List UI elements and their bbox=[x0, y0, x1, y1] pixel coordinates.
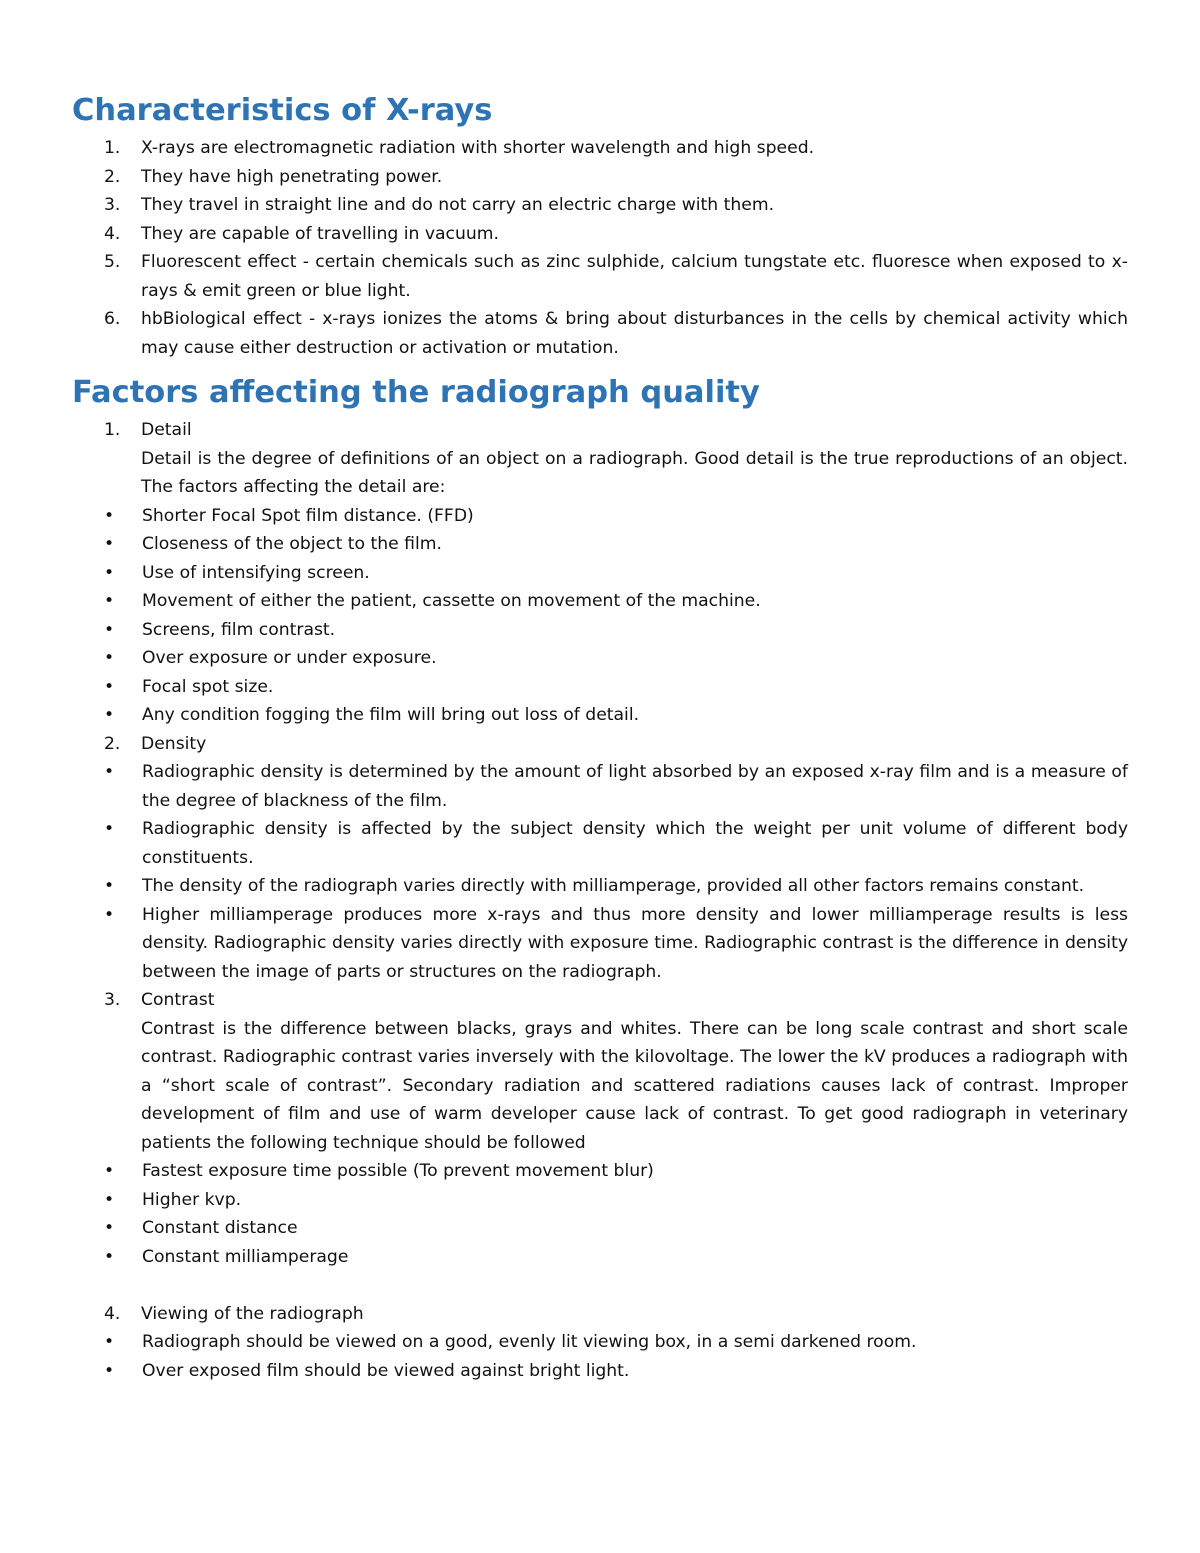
blank-line bbox=[72, 1271, 1128, 1300]
list-text: They are capable of travelling in vacuum. bbox=[141, 223, 499, 244]
list-item bbox=[72, 191, 1128, 220]
factor-heading: Viewing of the radiograph bbox=[141, 1303, 364, 1324]
factor-detail bbox=[72, 416, 1128, 502]
bullet-item bbox=[72, 673, 1128, 702]
list-number: 1. bbox=[104, 138, 121, 158]
bullet-item bbox=[72, 502, 1128, 531]
bullet-item bbox=[72, 1328, 1128, 1357]
bullet-icon: • bbox=[104, 1189, 115, 1210]
bullet-item bbox=[72, 1157, 1128, 1186]
list-number: 6. bbox=[104, 309, 121, 329]
bullet-icon: • bbox=[104, 591, 115, 611]
bullet-text: Focal spot size. bbox=[142, 676, 274, 697]
bullet-icon: • bbox=[104, 705, 115, 725]
bullet-item bbox=[72, 758, 1128, 815]
bullet-text: Over exposed film should be viewed against bright light. bbox=[142, 1360, 630, 1381]
list-number: 2. bbox=[104, 166, 121, 187]
contrast-bullets bbox=[72, 1157, 1128, 1271]
bullet-item bbox=[72, 559, 1128, 588]
list-number: 2. bbox=[104, 733, 121, 754]
bullet-text: The density of the radiograph varies directly with milliamperage, provided all other factors remains constant. bbox=[142, 876, 1085, 896]
list-text: X-rays are electromagnetic radiation with shorter wavelength and high speed. bbox=[141, 138, 815, 158]
viewing-bullets bbox=[72, 1328, 1128, 1385]
factor-paragraph: Detail is the degree of definitions of an object on a radiograph. Good detail is the true reproductions of an object. The factors affecting the detail are: bbox=[141, 448, 1128, 497]
list-text: They travel in straight line and do not carry an electric charge with them. bbox=[141, 195, 775, 215]
bullet-item bbox=[72, 872, 1128, 901]
bullet-item bbox=[72, 901, 1128, 987]
factor-heading: Detail bbox=[141, 420, 192, 440]
bullet-text: Shorter Focal Spot film distance. (FFD) bbox=[142, 505, 474, 526]
bullet-item bbox=[72, 815, 1128, 872]
bullet-text: Any condition fogging the film will bring out loss of detail. bbox=[142, 705, 640, 725]
bullet-icon: • bbox=[104, 505, 115, 526]
factor-paragraph: Contrast is the difference between blacks, grays and whites. There can be long scale contrast and short scale contrast. Radiographic contrast varies inversely with the kilovoltage. The lower the kV produces a radiograph with a “short scale of contrast”. Secondary radiation and scattered radiations causes lack of contrast. Improper development of film and use of warm developer cause lack of contrast. To get good radiograph in veterinary patients the following technique should be followed bbox=[141, 1018, 1128, 1153]
heading-factors: Factors affecting the radiograph quality bbox=[72, 375, 760, 410]
bullet-item bbox=[72, 616, 1128, 645]
bullet-item bbox=[72, 644, 1128, 673]
list-number: 3. bbox=[104, 195, 121, 215]
list-item bbox=[72, 163, 1128, 192]
bullet-icon: • bbox=[104, 648, 115, 668]
list-text: hbBiological effect - x-rays ionizes the atoms & bring about disturbances in the cells by chemical activity which may cause either destruction or activation or mutation. bbox=[141, 309, 1128, 358]
bullet-text: Radiographic density is determined by the amount of light absorbed by an exposed x-ray film and is a measure of the degree of blackness of the film. bbox=[142, 762, 1128, 811]
bullet-icon: • bbox=[104, 619, 115, 640]
bullet-icon: • bbox=[104, 1246, 115, 1267]
bullet-text: Fastest exposure time possible (To prevent movement blur) bbox=[142, 1161, 654, 1181]
bullet-icon: • bbox=[104, 676, 115, 697]
bullet-text: Over exposure or under exposure. bbox=[142, 648, 437, 668]
factors-list bbox=[72, 416, 1128, 502]
list-text: They have high penetrating power. bbox=[141, 166, 443, 187]
bullet-item bbox=[72, 1243, 1128, 1272]
bullet-text: Higher milliamperage produces more x-rays and thus more density and lower milliamperage results is less density. Radiographic density varies directly with exposure time. Radiographic contrast is the difference in density between the image of parts or structures on the radiograph. bbox=[142, 904, 1128, 982]
bullet-item bbox=[72, 530, 1128, 559]
bullet-text: Higher kvp. bbox=[142, 1189, 242, 1210]
bullet-text: Constant milliamperage bbox=[142, 1246, 349, 1267]
bullet-text: Use of intensifying screen. bbox=[142, 562, 370, 583]
factor-heading: Contrast bbox=[141, 990, 215, 1010]
bullet-text: Radiograph should be viewed on a good, evenly lit viewing box, in a semi darkened room. bbox=[142, 1332, 917, 1352]
bullet-item bbox=[72, 1214, 1128, 1243]
bullet-icon: • bbox=[104, 762, 115, 782]
factor-density bbox=[72, 730, 1128, 759]
factor-viewing bbox=[72, 1300, 1128, 1329]
bullet-icon: • bbox=[104, 1360, 115, 1381]
list-item bbox=[72, 305, 1128, 362]
list-item bbox=[72, 220, 1128, 249]
density-bullets bbox=[72, 758, 1128, 986]
bullet-item bbox=[72, 1186, 1128, 1215]
bullet-item bbox=[72, 587, 1128, 616]
list-number: 1. bbox=[104, 420, 121, 440]
bullet-icon: • bbox=[104, 904, 115, 925]
factors-list-contrast bbox=[72, 986, 1128, 1157]
factors-list-viewing bbox=[72, 1300, 1128, 1329]
list-number: 4. bbox=[104, 223, 121, 244]
heading-characteristics: Characteristics of X-rays bbox=[72, 93, 493, 128]
bullet-item bbox=[72, 701, 1128, 730]
factor-contrast bbox=[72, 986, 1128, 1157]
list-number: 4. bbox=[104, 1303, 121, 1324]
document-page bbox=[72, 88, 1128, 1385]
list-item bbox=[72, 134, 1128, 163]
bullet-icon: • bbox=[104, 1218, 115, 1238]
bullet-icon: • bbox=[104, 1161, 115, 1181]
bullet-text: Closeness of the object to the film. bbox=[142, 534, 442, 554]
bullet-text: Movement of either the patient, cassette on movement of the machine. bbox=[142, 591, 761, 611]
bullet-text: Radiographic density is affected by the subject density which the weight per unit volume of different body constituents. bbox=[142, 819, 1128, 868]
bullet-icon: • bbox=[104, 562, 115, 583]
bullet-icon: • bbox=[104, 534, 115, 554]
list-number: 5. bbox=[104, 252, 121, 272]
factor-heading: Density bbox=[141, 733, 207, 754]
bullet-icon: • bbox=[104, 819, 115, 839]
bullet-text: Screens, film contrast. bbox=[142, 619, 336, 640]
detail-bullets bbox=[72, 502, 1128, 730]
list-text: Fluorescent effect - certain chemicals such as zinc sulphide, calcium tungstate etc. fluoresce when exposed to x-rays & emit green or blue light. bbox=[141, 252, 1128, 301]
characteristics-list bbox=[72, 134, 1128, 362]
bullet-item bbox=[72, 1357, 1128, 1386]
bullet-text: Constant distance bbox=[142, 1218, 298, 1238]
bullet-icon: • bbox=[104, 876, 115, 896]
list-item bbox=[72, 248, 1128, 305]
bullet-icon: • bbox=[104, 1332, 115, 1352]
factors-list-density bbox=[72, 730, 1128, 759]
list-number: 3. bbox=[104, 990, 121, 1010]
